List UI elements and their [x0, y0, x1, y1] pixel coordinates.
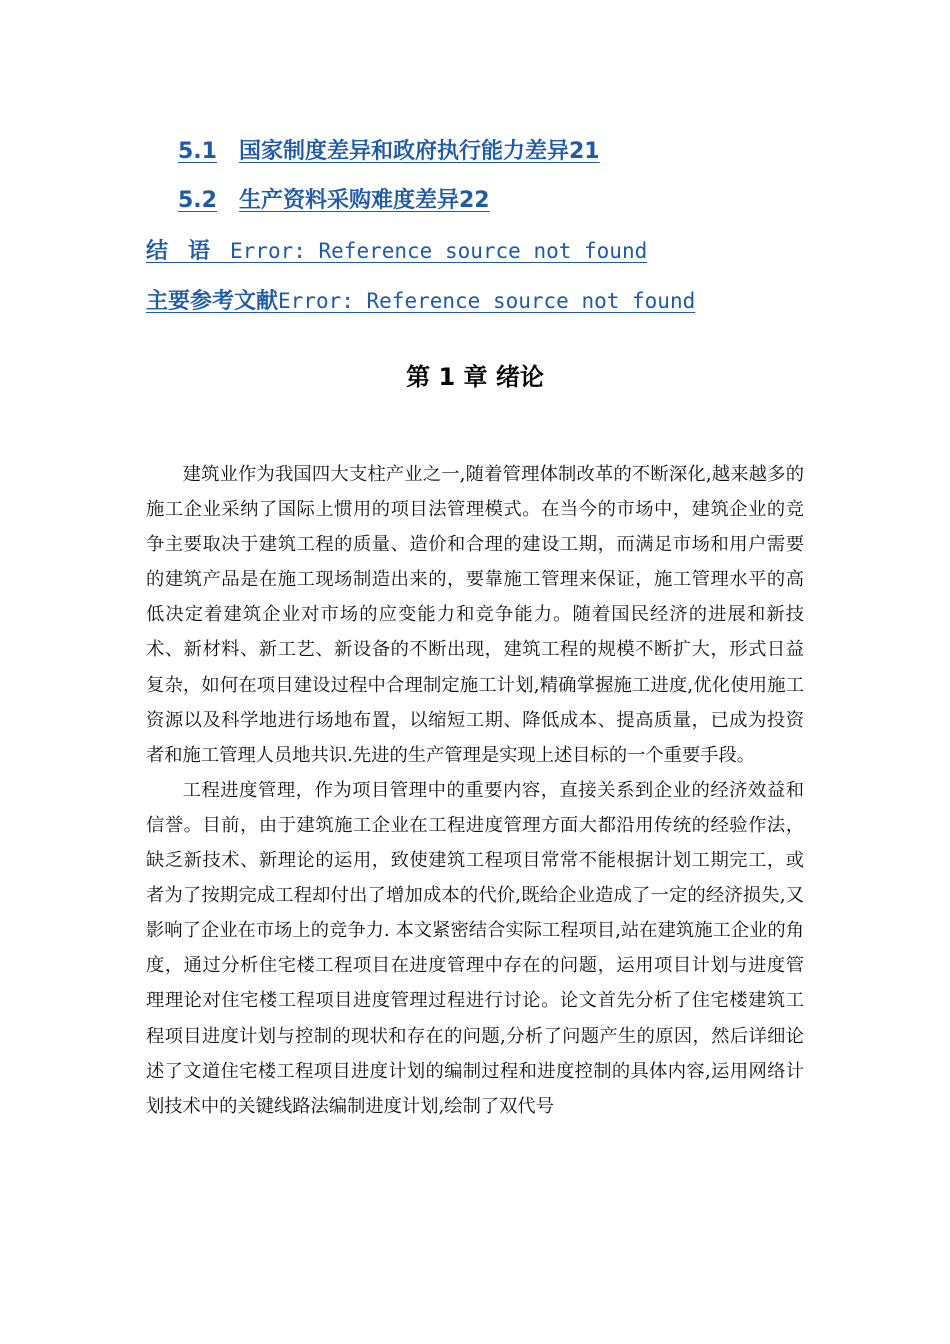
paragraph: 工程进度管理，作为项目管理中的重要内容，直接关系到企业的经济效益和信誉。目前，由于建筑施工企业在工程进度管理方面大都沿用传统的经验作法，缺乏新技术、新理论的运用，致使建筑工程项目常常不能根据计划工期完工，或者为了按期完成工程却付出了增加成本的代价,既给企业造成了一定的经济损失,又影响了企业在市场上的竞争力. 本文紧密结合实际工程项目,站在建筑施工企业的角度，通过分析住宅楼工程项目在进度管理中存在的问题，运用项目计划与进度管理理论对住宅楼工程项目进度管理过程进行讨论。论文首先分析了住宅楼建筑工程项目进度计划与控制的现状和存在的问题,分析了问题产生的原因，然后详细论述了文道住宅楼工程项目进度计划的编制过程和进度控制的具体内容,运用网络计划技术中的关键线路法编制进度计划,绘制了双代号 [146, 779, 804, 1117]
toc-title: 生产资料采购难度差异 [238, 188, 459, 213]
toc-title: 国家制度差异和政府执行能力差异 [238, 139, 569, 164]
toc-link-5-1[interactable] [178, 137, 600, 167]
toc-link-references[interactable] [146, 286, 695, 317]
chapter-heading: 第 1 章 绪论 [406, 363, 544, 391]
toc-link-conclusion[interactable] [146, 236, 647, 267]
toc-number: 5.1 [178, 139, 217, 164]
toc-number: 5.2 [178, 188, 217, 213]
toc-page-number: 21 [569, 139, 600, 164]
toc-title: 结语 [146, 239, 231, 264]
toc-link-5-2[interactable] [178, 186, 490, 216]
toc-title: 主要参考文献 [146, 289, 279, 314]
toc-page-number: 22 [459, 188, 490, 213]
toc-reference-error: Error: Reference source not found [278, 289, 696, 313]
body-text [146, 457, 804, 1124]
paragraph: 建筑业作为我国四大支柱产业之一,随着管理体制改革的不断深化,越来越多的施工企业采纳了国际上惯用的项目法管理模式。在当今的市场中，建筑企业的竞争主要取决于建筑工程的质量、造价和合理的建设工期，而满足市场和用户需要的建筑产品是在施工现场制造出来的，要靠施工管理来保证，施工管理水平的高低决定着建筑企业对市场的应变能力和竞争能力。随着国民经济的进展和新技术、新材料、新工艺、新设备的不断出现，建筑工程的规模不断扩大，形式日益复杂，如何在项目建设过程中合理制定施工计划,精确掌握施工进度,优化使用施工资源以及科学地进行场地布置，以缩短工期、降低成本、提高质量，已成为投资者和施工管理人员地共识.先进的生产管理是实现上述目标的一个重要手段。 [146, 464, 804, 766]
toc-reference-error: Error: Reference source not found [230, 239, 648, 263]
